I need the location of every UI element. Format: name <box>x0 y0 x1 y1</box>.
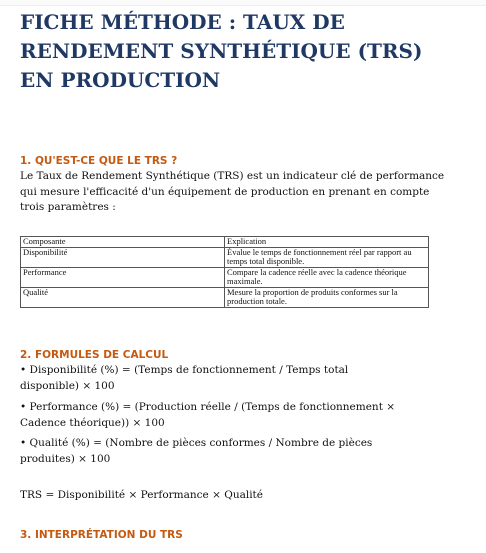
table-row <box>21 287 429 307</box>
formula-line: • Performance (%) = (Production réelle / (Temps de fonctionnement × <box>20 401 396 413</box>
formula-line: Cadence théorique)) × 100 <box>20 417 165 429</box>
section-3-heading: 3. INTERPRÉTATION DU TRS <box>20 529 183 541</box>
table-row <box>21 267 429 287</box>
table-cell: Performance <box>21 267 225 287</box>
document-title: FICHE MÉTHODE : TAUX DE RENDEMENT SYNTHÉTIQUE (TRS) EN PRODUCTION <box>20 10 423 92</box>
trs-formula: TRS = Disponibilité × Performance × Qualité <box>20 489 263 501</box>
table-cell: Disponibilité <box>21 247 225 267</box>
table-cell: Qualité <box>21 287 225 307</box>
components-table <box>20 236 429 308</box>
formula-line: produites) × 100 <box>20 453 111 465</box>
section-1-intro: Le Taux de Rendement Synthétique (TRS) est un indicateur clé de performance qui mesure l'efficacité d'un équipement de production en prenant en compte trois paramètres : <box>20 170 445 213</box>
section-1-heading: 1. QU'EST-CE QUE LE TRS ? <box>20 155 178 167</box>
table-cell: Évalue le temps de fonctionnement réel par rapport au temps total disponible. <box>225 247 429 267</box>
table-header-cell: Composante <box>21 237 225 248</box>
table-header-cell: Explication <box>225 237 429 248</box>
section-2-heading: 2. FORMULES DE CALCUL <box>20 349 169 361</box>
table-cell: Mesure la proportion de produits conformes sur la production totale. <box>225 287 429 307</box>
table-header-row <box>21 237 429 248</box>
page-top-edge <box>0 0 486 6</box>
formula-line: • Disponibilité (%) = (Temps de fonctionnement / Temps total <box>20 364 349 376</box>
formula-line: disponible) × 100 <box>20 380 115 392</box>
table-row <box>21 247 429 267</box>
formula-line: • Qualité (%) = (Nombre de pièces conformes / Nombre de pièces <box>20 437 373 449</box>
table-cell: Compare la cadence réelle avec la cadence théorique maximale. <box>225 267 429 287</box>
